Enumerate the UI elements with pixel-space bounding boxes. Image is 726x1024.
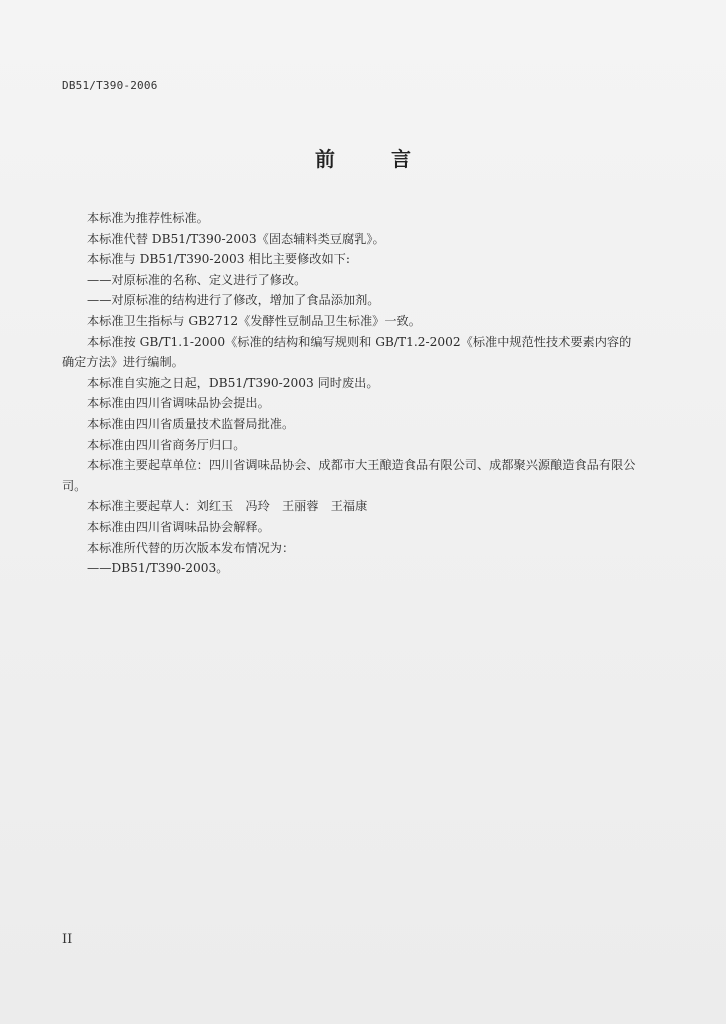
paragraph: ——对原标准的结构进行了修改，增加了食品添加剂。 (87, 293, 380, 308)
title-char-1: 前 (315, 147, 335, 171)
paragraph: ——对原标准的名称、定义进行了修改。 (87, 272, 307, 287)
page-title (0, 143, 726, 172)
title-char-2: 言 (391, 147, 411, 171)
paragraph: 本标准卫生指标与 GB2712《发酵性豆制品卫生标准》一致。 (87, 313, 421, 328)
paragraph: 本标准所代替的历次版本发布情况为： (87, 540, 295, 555)
paragraph: 本标准主要起草人：刘红玉 冯玲 王丽蓉 王福康 (87, 499, 368, 514)
paragraph: 本标准为推荐性标准。 (87, 211, 209, 225)
foreword-body (62, 208, 642, 579)
paragraph: 本标准由四川省商务厅归口。 (87, 437, 246, 452)
paragraph: 本标准与 DB51/T390-2003 相比主要修改如下: (87, 252, 350, 267)
paragraph: 本标准主要起草单位：四川省调味品协会、成都市大王酿造食品有限公司、成都聚兴源酿造食品有限公司。 (62, 458, 636, 493)
standard-code: DB51/T390-2006 (62, 79, 158, 92)
paragraph: ——DB51/T390-2003。 (87, 561, 229, 576)
paragraph: 本标准按 GB/T1.1-2000《标准的结构和编写规则和 GB/T1.2-2002《标准中规范性技术要素内容的确定方法》进行编制。 (62, 334, 632, 370)
paragraph: 本标准代替 DB51/T390-2003《固态辅料类豆腐乳》。 (87, 231, 385, 246)
paragraph: 本标准由四川省质量技术监督局批准。 (87, 416, 295, 431)
paragraph: 本标准由四川省调味品协会解释。 (87, 519, 270, 534)
paragraph: 本标准自实施之日起，DB51/T390-2003 同时废出。 (87, 375, 379, 390)
page-number: II (62, 932, 73, 947)
paragraph: 本标准由四川省调味品协会提出。 (87, 396, 270, 411)
